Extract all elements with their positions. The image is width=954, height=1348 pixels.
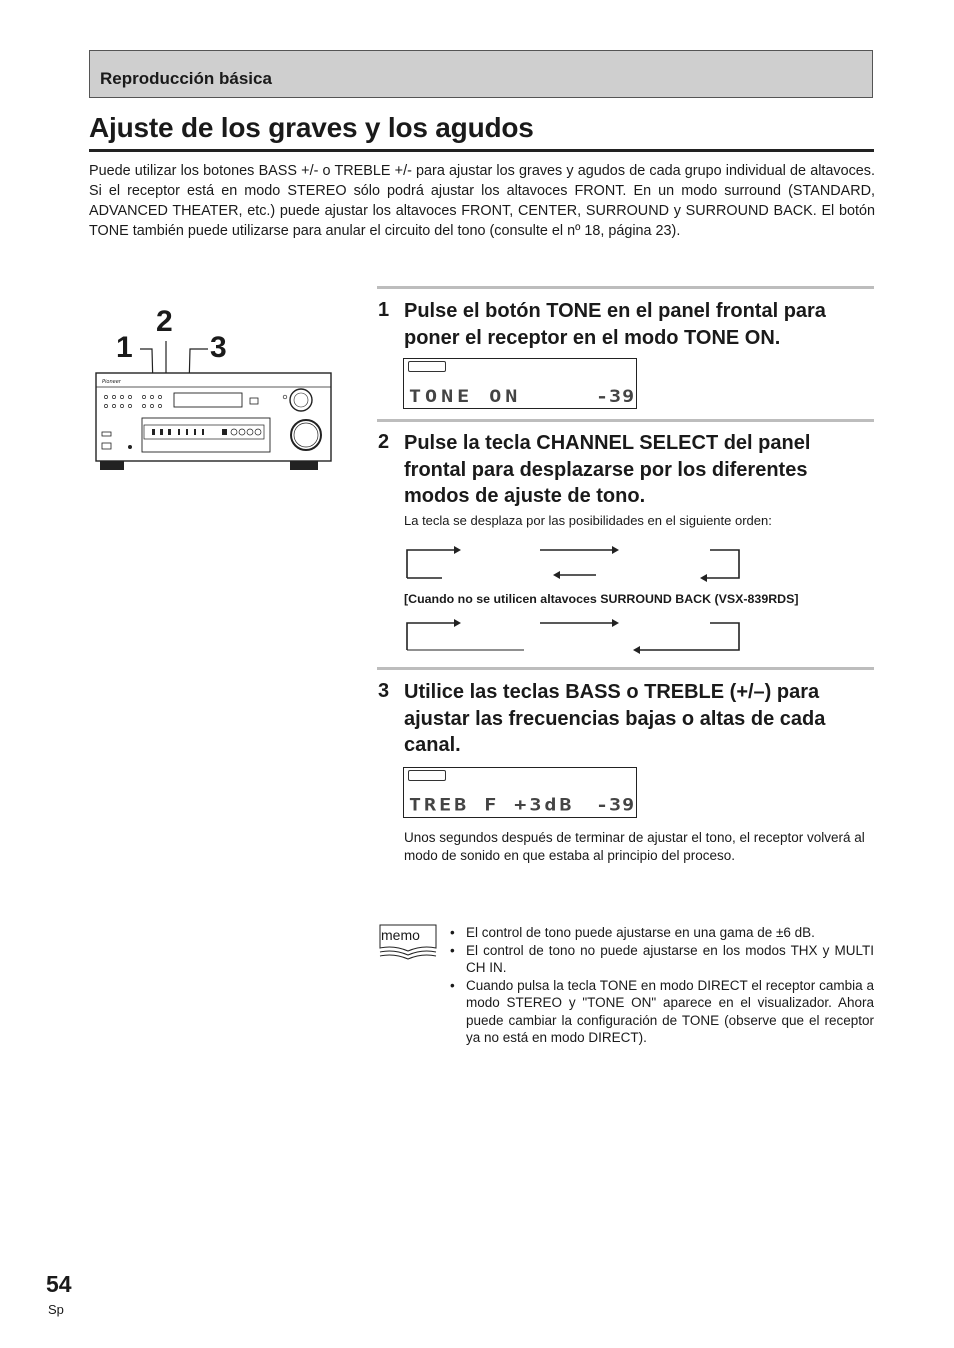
step1-text: Pulse el botón TONE en el panel frontal para poner el receptor en el modo TONE ON. (404, 300, 826, 349)
page-number: 54 (46, 1271, 72, 1297)
step1-number: 1 (378, 299, 390, 321)
lcd-indicators (576, 362, 634, 386)
memo-label: memo (381, 927, 420, 943)
flow-diagram-without-surround-back (398, 612, 752, 658)
memo-item: • Cuando pulsa la tecla TONE en modo DIRECT el receptor cambia a modo STEREO y "TONE ON" aparece en el visualizador. Ahora puede cambiar la configuración de TONE (observe que el receptor ya no está en modo DIRECT). (448, 977, 874, 1047)
step3-text: Utilice las teclas BASS o TREBLE (+/–) para ajustar las frecuencias bajas o altas de cada canal. (404, 681, 826, 756)
lcd-main-readout-2: TREB F +3dB (409, 794, 575, 815)
callout-1: 1 (116, 331, 133, 364)
step3-note: Unos segundos después de terminar de ajustar el tono, el receptor volverá al modo de sonido en que estaba al principio del proceso. (404, 830, 865, 863)
flow-caption: [Cuando no se utilicen altavoces SURROUND BACK (VSX-839RDS] (404, 592, 799, 606)
flow-diagram-with-surround-back (398, 542, 752, 588)
page-title: Ajuste de los graves y los agudos (89, 112, 534, 143)
callout-2: 2 (156, 305, 173, 338)
lcd-volume-readout-2: -39 (596, 794, 636, 815)
lcd-volume-readout: -39 (596, 385, 636, 406)
memo-badge (378, 921, 438, 961)
section-header (89, 50, 873, 98)
intro-paragraph: Puede utilizar los botones BASS +/- o TREBLE +/- para ajustar los graves y agudos de cada grupo individual de altavoces. Si el receptor está en modo STEREO sólo podrá ajustar los altavoces FRONT. En un modo surround (STANDARD, ADVANCED THEATER, etc.) puede ajustar los altavoces FRONT, CENTER, SURROUND y SURROUND BACK. El botón TONE también puede utilizarse para anular el circuito del tono (consulte el nº 18, página 23). (89, 163, 875, 239)
section-title: Reproducción básica (100, 69, 272, 88)
step2-number: 2 (378, 431, 390, 453)
step1-rule (377, 286, 874, 289)
lcd-main-readout: TONE ON (409, 385, 522, 406)
memo-item: • El control de tono no puede ajustarse en los modos THX y MULTI CH IN. (448, 942, 874, 977)
channel-select-indicator (408, 361, 446, 372)
step2-note: La tecla se desplaza por las posibilidades en el siguiente orden: (404, 513, 772, 528)
callout-3: 3 (210, 331, 227, 364)
lcd-display-treble (403, 767, 637, 818)
memo-list (448, 924, 874, 1047)
step3-number: 3 (378, 680, 390, 702)
title-rule (89, 149, 874, 152)
memo-item: • El control de tono puede ajustarse en una gama de ±6 dB. (448, 924, 874, 942)
step2-rule (377, 419, 874, 422)
receiver-illustration (94, 305, 336, 477)
svg-text:Pioneer: Pioneer (102, 379, 121, 385)
lcd-display-tone-on (403, 358, 637, 409)
step2-text: Pulse la tecla CHANNEL SELECT del panel frontal para desplazarse por los diferentes modos de ajuste de tono. (404, 432, 811, 507)
page-language: Sp (48, 1302, 64, 1317)
step3-rule (377, 667, 874, 670)
channel-select-indicator-2 (408, 770, 446, 781)
